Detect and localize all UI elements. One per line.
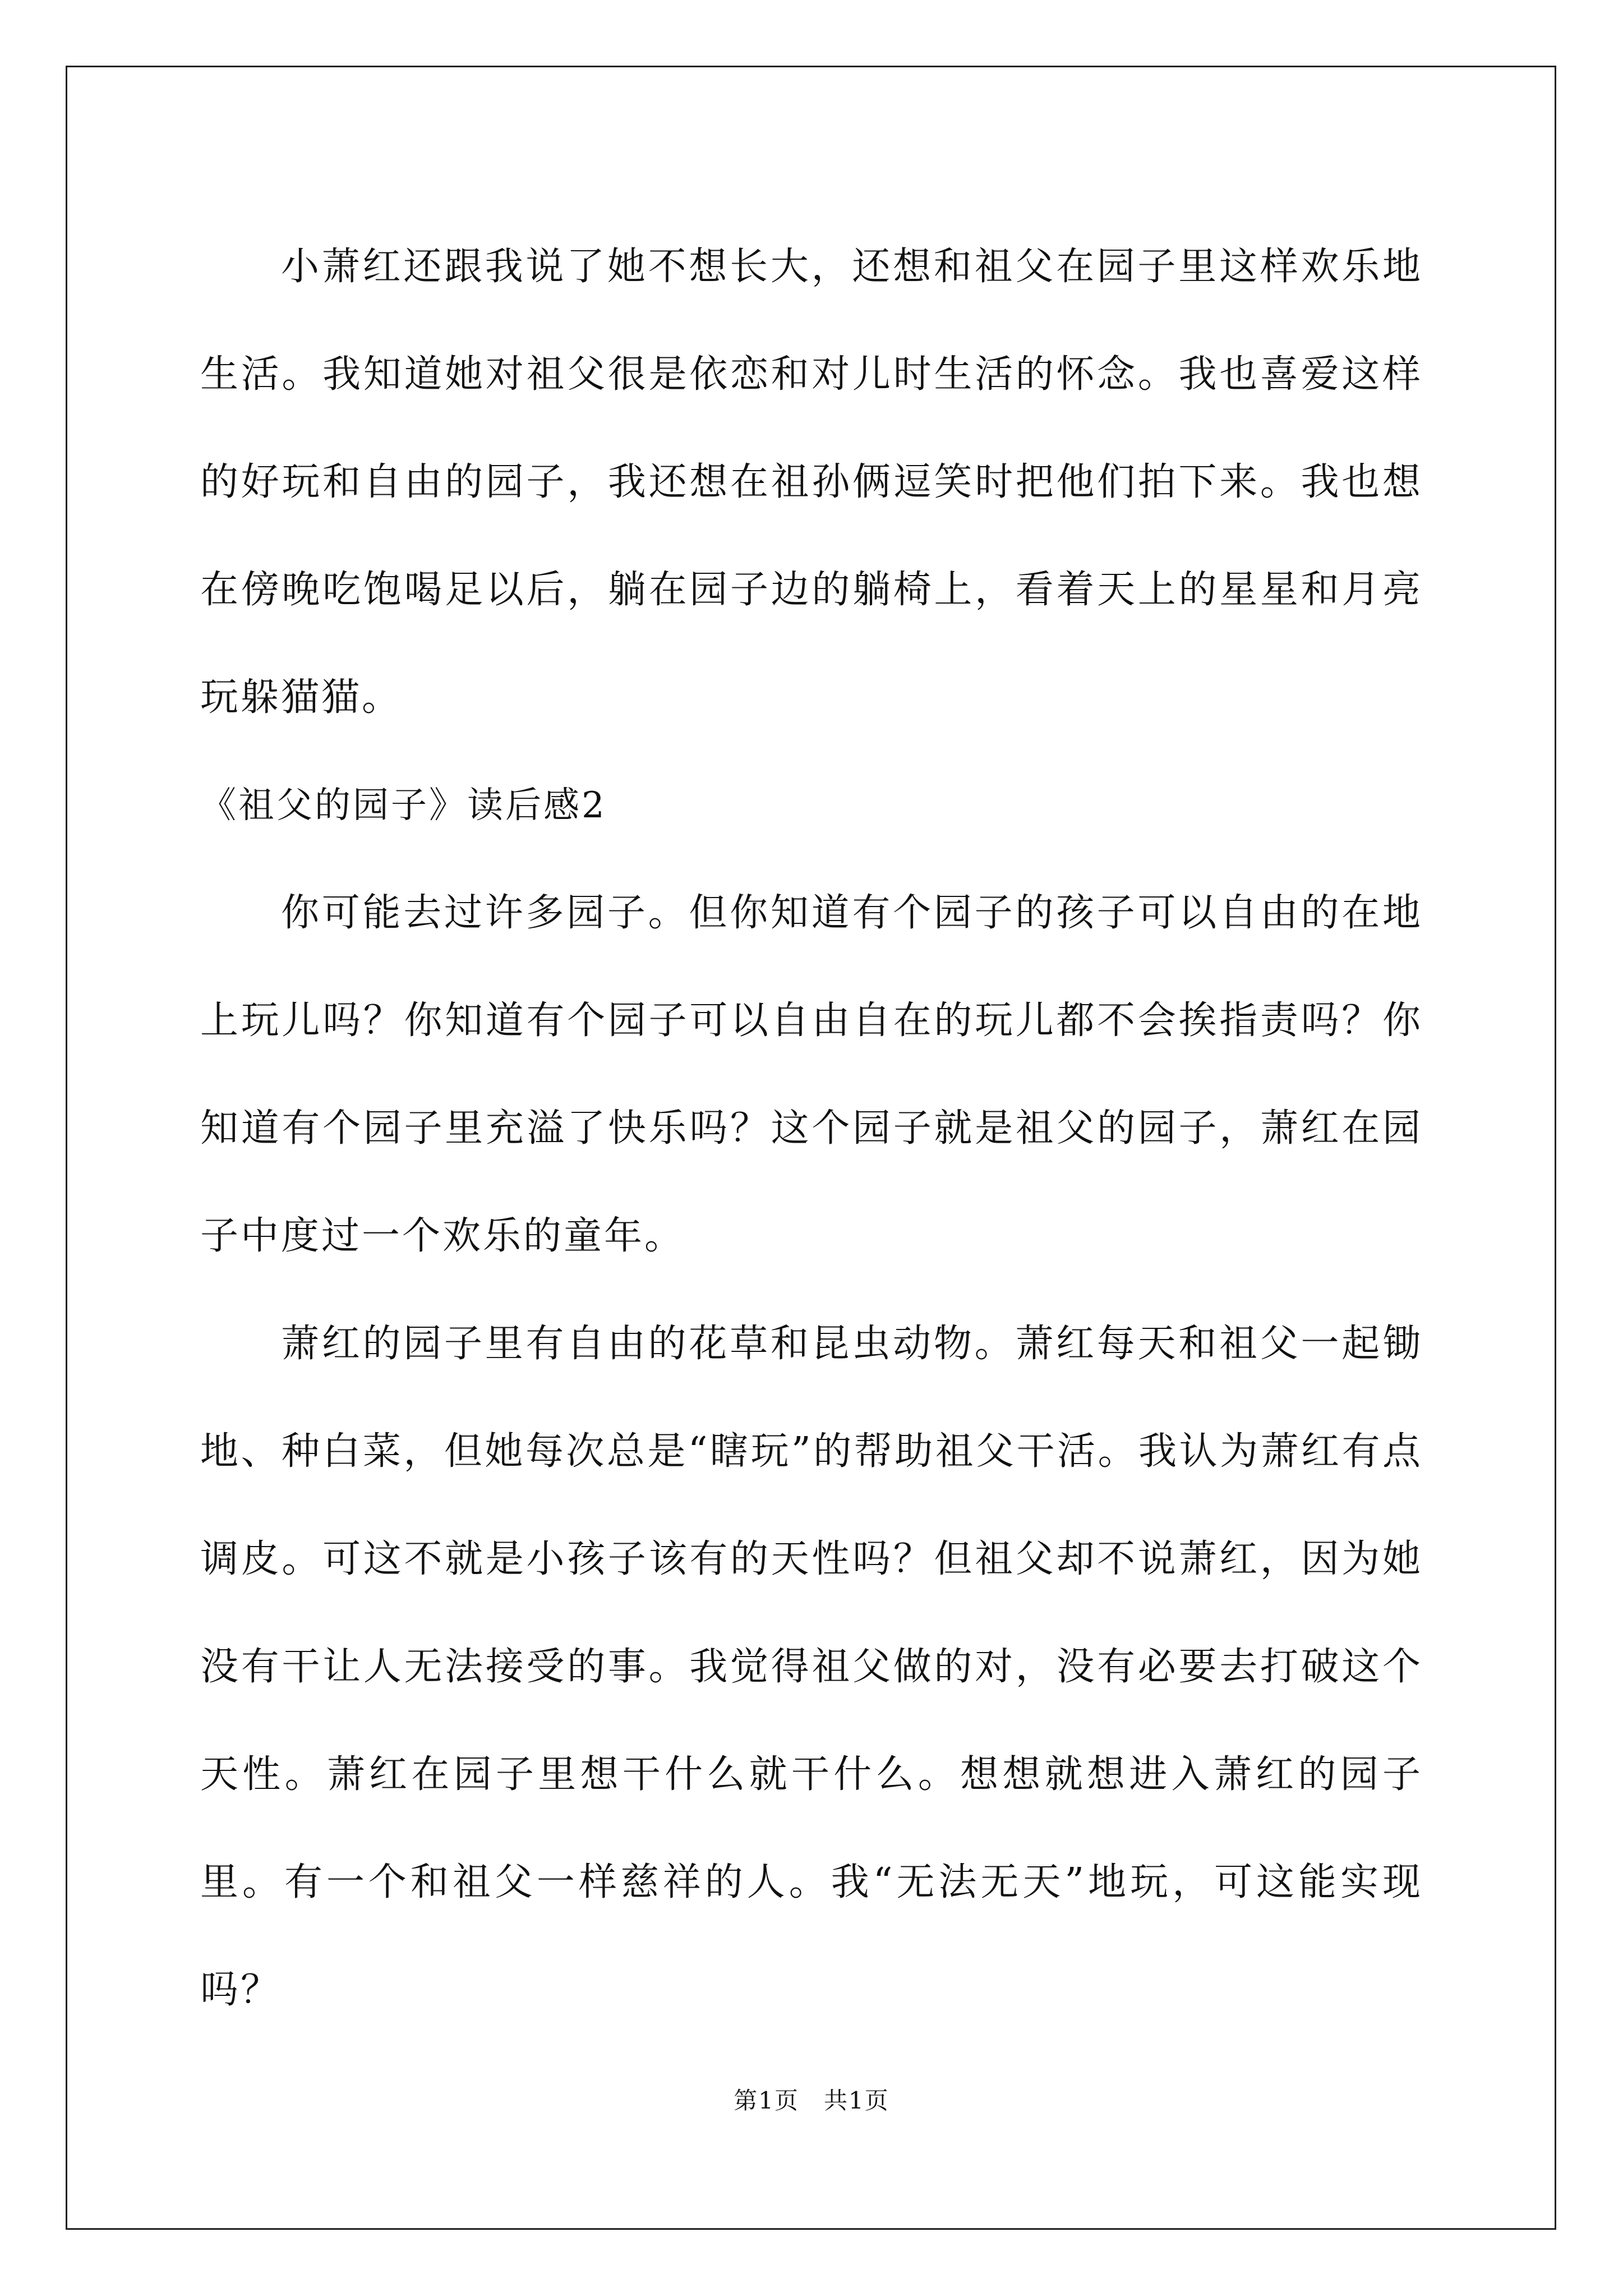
paragraph-1: 小萧红还跟我说了她不想长大，还想和祖父在园子里这样欢乐地生活。我知道她对祖父很是依恋和对儿时生活的怀念。我也喜爱这样的好玩和自由的园子，我还想在祖孙俩逗笑时把他们拍下来。我也想在傍晚吃饱喝足以后，躺在园子边的躺椅上，看着天上的星星和月亮玩躲猫猫。 <box>200 245 1423 720</box>
page-number-footer: 第1页 共1页 <box>734 2087 889 2114</box>
document-body <box>200 213 1423 2044</box>
paragraph-3: 萧红的园子里有自由的花草和昆虫动物。萧红每天和祖父一起锄地、种白菜，但她每次总是“瞎玩”的帮助祖父干活。我认为萧红有点调皮。可这不就是小孩子该有的天性吗？但祖父却不说萧红，因为她没有干让人无法接受的事。我觉得祖父做的对，没有必要去打破这个天性。萧红在园子里想干什么就干什么。想想就想进入萧红的园子里。有一个和祖父一样慈祥的人。我“无法无天”地玩，可这能实现吗？ <box>200 1322 1423 2012</box>
paragraph-2: 你可能去过许多园子。但你知道有个园子的孩子可以自由的在地上玩儿吗？你知道有个园子可以自由自在的玩儿都不会挨指责吗？你知道有个园子里充溢了快乐吗？这个园子就是祖父的园子，萧红在园子中度过一个欢乐的童年。 <box>200 891 1423 1258</box>
section-heading: 《祖父的园子》读后感2 <box>200 785 607 826</box>
